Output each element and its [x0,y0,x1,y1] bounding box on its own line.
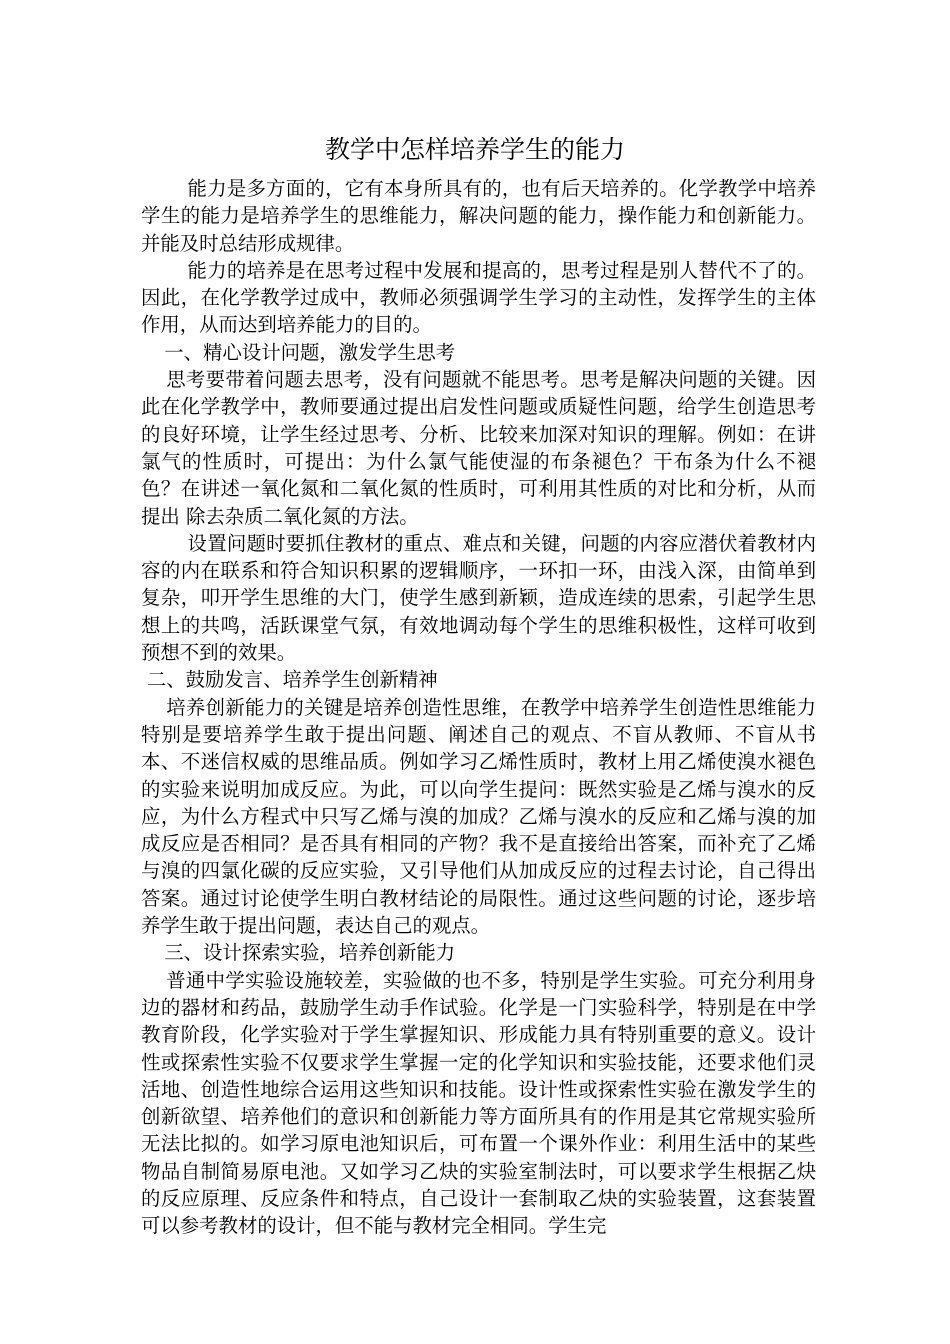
paragraph-section-3: 普通中学实验设施较差，实验做的也不多，特别是学生实验。可充分利用身边的器材和药品，鼓励学生动手作试验。化学是一门实验科学，特别是在中学教育阶段，化学实验对于学生掌握知识、形成能力具有特别重要的意义。设计性或探索性实验不仅要求学生掌握一定的化学知识和实验技能，还要求他们灵活地、创造性地综合运用这些知识和技能。设计性或探索性实验在激发学生的创新欲望、培养他们的意识和创新能力等方面所具有的作用是其它常规实验所无法比拟的。如学习原电池知识后，可布置一个课外作业：利用生活中的某些物品自制简易原电池。又如学习乙炔的实验室制法时，可以要求学生根据乙炔的反应原理、反应条件和特点，自己设计一套制取乙炔的实验装置，这套装置可以参考教材的设计，但不能与教材完全相同。学生完 [141,968,816,1238]
paragraph-section-2: 培养创新能力的关键是培养创造性思维，在教学中培养学生创造性思维能力特别是要培养学生敢于提出问题、阐述自己的观点、不盲从教师、不盲从书本、不迷信权威的思维品质。例如学习乙烯性质时，教材上用乙烯使溴水褪色的实验来说明加成反应。为此，可以向学生提问：既然实验是乙烯与溴水的反应，为什么方程式中只写乙烯与溴的加成？乙烯与溴水的反应和乙烯与溴的加成反应是否相同？是否具有相同的产物？我不是直接给出答案，而补充了乙烯与溴的四氯化碳的反应实验，又引导他们从加成反应的过程去讨论，自己得出答案。通过讨论使学生明白教材结论的局限性。通过这些问题的讨论，逐步培养学生敢于提出问题，表达自己的观点。 [141,695,816,938]
section-heading-3: 三、设计探索实验，培养创新能力 [164,941,456,965]
document-body [141,175,816,1240]
section-heading-2: 二、鼓励发言、培养学生创新精神 [146,668,438,692]
section-heading-1: 一、精心设计问题，激发学生思考 [164,340,456,364]
paragraph-section-1: 思考要带着问题去思考，没有问题就不能思考。思考是解决问题的关键。因此在化学教学中，教师要通过提出启发性问题或质疑性问题，给学生创造思考的良好环境，让学生经过思考、分析、比较来加深对知识的理解。例如：在讲氯气的性质时，可提出：为什么氯气能使湿的布条褪色？干布条为什么不褪色？在讲述一氧化氮和二氧化氮的性质时，可利用其性质的对比和分析，从而提出 除去杂质二氧化氮的方法。 [141,368,816,528]
paragraph-ability-training: 能力的培养是在思考过程中发展和提高的，思考过程是别人替代不了的。因此，在化学教学过成中，教师必须强调学生学习的主动性，发挥学生的主体作用，从而达到培养能力的目的。 [141,258,816,337]
paragraph-section-1b: 设置问题时要抓住教材的重点、难点和关键，问题的内容应潜伏着教材内容的内在联系和符合知识积累的逻辑顺序，一环扣一环，由浅入深，由简单到复杂，叩开学生思维的大门，使学生感到新颖，造成连续的思索，引起学生思想上的共鸣，活跃课堂气氛，有效地调动每个学生的思维积极性，这样可收到预想不到的效果。 [141,531,816,665]
paragraph-intro: 能力是多方面的，它有本身所具有的，也有后天培养的。化学教学中培养学生的能力是培养学生的思维能力，解决问题的能力，操作能力和创新能力。并能及时总结形成规律。 [141,177,816,255]
document-title: 教学中怎样培养学生的能力 [324,135,625,164]
